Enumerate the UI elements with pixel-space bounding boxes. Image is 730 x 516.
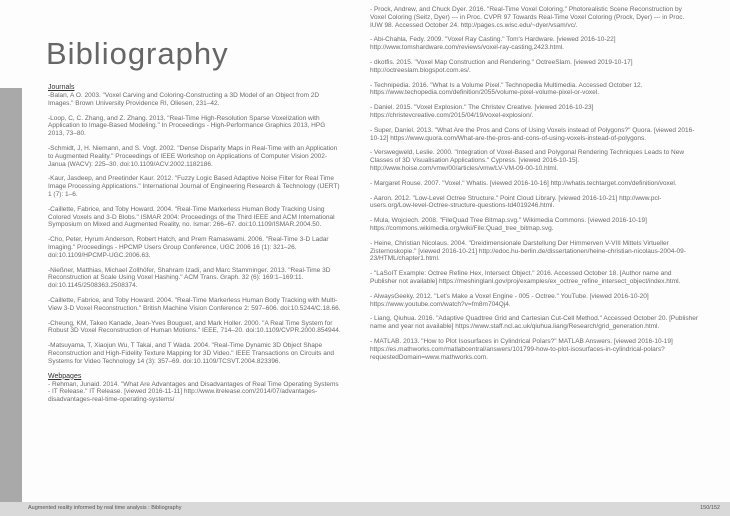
reference-entry: - "LaSoIT Example: Octree Refine Hex, Intersect Object." 2016. Accessed October 18. [Author name and Publisher not available] https://meshinglanl.gov/proj/examples/ex_octree_refine_intersect_object/index.html. — [370, 270, 681, 285]
reference-entry: - Rehman, Junaid. 2014. "What Are Advantages and Disadvantages of Real Time Operating Systems - IT Release." IT Release. [viewed 2016-11-11] http://www.itrelease.com/2014/07/advantages-disadvantages-real-time-operating-systems/ — [48, 380, 339, 404]
page-number: 150/152 — [700, 505, 720, 511]
reference-entry: -Loop, C, C. Zhang, and Z. Zhang. 2013. "Real-Time High-Resolution Sparse Voxelization with Application to Image-Based Modeling." In Proceedings - High-Performance Graphics 2013, HPG 2013, 73–80. — [48, 114, 326, 138]
reference-entry: - Technipedia. 2016. "What Is a Volume Pixel." Technopedia Multimedia. Accessed October 12. https://www.techopedia.com/definition/2055/volume-pixel-volume-pixel-or-voxel. — [370, 81, 643, 97]
reference-entry: -Balan, A O. 2003. "Voxel Carving and Coloring-Constructing a 3D Model of an Object from 2D Images." Brown University Providence RI, Oliesen, 231–42. — [48, 92, 320, 107]
reference-entry: - Margaret Rouse. 2007. "Voxel." Whatis. [viewed 2016-10-16] http://whatis.techtarget.com/definition/voxel. — [370, 179, 677, 187]
webpages-heading: Webpages — [48, 372, 82, 380]
reference-entry: - AlwaysGeeky. 2012. "Let's Make a Voxel Engine - 005 - Octree." YouTube. [viewed 2016-10-20] https://www.youtube.com/watch?v=fm8m704Qj4. — [370, 292, 649, 308]
reference-entry: - Aaron. 2012. "Low-Level Octree Structure." Point Cloud Library. [viewed 2016-10-21] http://www.pcl-users.org/Low-level-Octree-structure-questions-td4019246.html. — [370, 194, 662, 210]
journals-heading: Journals — [48, 84, 75, 91]
reference-entry: -Caillette, Fabrice, and Toby Howard. 2004. "Real-Time Markerless Human Body Tracking Using Colored Voxels and 3-D Blobs." ISMAR 2004: Proceedings of the Third IEEE and ACM International Symposium on Mixed and Augmented Reality, no. Ismar: 266–67. doi:10.1109/ISMAR.2004.50. — [48, 205, 335, 229]
reference-entry: - Mula, Wojciech. 2008. "FileQuad Tree Bitmap.svg." Wikimedia Commons. [viewed 2016-10-19] https://commons.wikimedia.org/wiki/File:Quad_tree_bitmap.svg. — [370, 217, 647, 232]
reference-entry: - Daniel. 2015. "Voxel Explosion." The Christev Creative. [viewed 2016-10-23] https://christevcreative.com/2015/04/19/voxel-explosion/. — [370, 104, 594, 119]
page-footer — [0, 502, 730, 516]
right-column — [370, 6, 698, 368]
reference-entry: -Cheung, KM, Takeo Kanade, Jean-Yves Bouguet, and Mark Holler. 2000. "A Real Time System for Robust 3D Voxel Reconstruction of Human Motions." IEEE, 714–20. doi:10.1109/CVPR.2000.854944. — [48, 319, 341, 335]
reference-entry: - Heine, Christian Nicolaus. 2004. "Dreidimensionale Darstellung Der Himmerven V-VIII Mittels Virtueller Zisternoskopie." [viewed 2016-10-21] http://edoc.hu-berlin.de/dissertationen/heine-christian-nicolaus-2004-09-23/HTML/chapter1.html. — [370, 239, 686, 263]
side-accent-bar — [0, 88, 22, 502]
reference-entry: - Abi-Chahla, Fedy. 2009. "Voxel Ray Casting." Tom's Hardware. [viewed 2016-10-22] http://www.tomshardware.com/reviews/voxel-ray-casting,2423.html. — [370, 36, 616, 52]
reference-entry: -Nießner, Matthias, Michael Zollhöfer, Shahram Izadi, and Marc Stamminger. 2013. "Real-Time 3D Reconstruction at Scale Using Voxel Hashing." ACM Trans. Graph. 32 (6): 169:1–169:11. doi:10.1145/2508363.2508374. — [48, 266, 331, 290]
left-column — [48, 84, 342, 411]
reference-entry: - Liang, Qiuhua. 2016. "Adaptive Quadtree Grid and Cartesian Cut-Cell Method." Accessed October 20. [Publisher name and year not available] https://www.staff.ncl.ac.uk/qiuhua.liang/Research/grid_generation.html. — [370, 315, 698, 331]
reference-entry: - Verswegweld, Leslie. 2000. "Integration of Voxel-Based and Polygonal Rendering Techniques Leads to New Classes of 3D Visualisation Applications." Cypress. [viewed 2016-10-15]. http://www.hoise.com/vmw/00/articles/vmw/LV-VM-09-00-10.html. — [370, 149, 685, 172]
reference-entry: - dkotfis. 2015. "Voxel Map Construction and Rendering." OctreeSlam. [viewed 2019-10-17] http://octreeslam.blogspot.com.es/. — [370, 58, 633, 74]
reference-entry: - MATLAB. 2013. "How to Plot Isosurfaces in Cylindrical Polars?" MATLAB Answers. [viewed 2016-10-19] https://es.mathworks.com/matlabcentral/answers/101799-how-to-plot-isosurfaces-in-cylindrical-polars?requestedDomain=www.mathworks.com. — [370, 337, 673, 361]
reference-entry: -Caillette, Fabrice, and Toby Howard. 2004. "Real-Time Markerless Human Body Tracking with Multi-View 3-D Voxel Reconstruction." British Machine Vision Conference 2: 597–606. doi:10.5244/C.18.66. — [48, 296, 341, 312]
page-title: Bibliography — [46, 36, 229, 71]
reference-entry: -Cho, Peter, Hyrum Anderson, Robert Hatch, and Prem Ramaswami. 2006. "Real-Time 3-D Ladar Imaging." Proceedings - HPCMP Users Group Conference, UGC 2006 16 (1): 321–26. doi:10.1109/HPCMP-UGC.2006.63. — [48, 236, 329, 259]
reference-entry: - Super, Daniel. 2013. "What Are the Pros and Cons of Using Voxels instead of Polygons?" Quora. [viewed 2016-10-12] https://www.quora.com/What-are-the-pros-and-cons-of-using-voxels-instead-of-polygons. — [370, 126, 695, 142]
footer-text: Augmented reality informed by real time analysis : Bibliography — [28, 505, 182, 511]
reference-entry: - Prock, Andrew, and Chuck Dyer. 2016. "Real-Time Voxel Coloring." Photorealistic Scene Reconstruction by Voxel Coloring (Seitz, Dyer) --- in Proc. CVPR 97 Towards Real-Time Voxel Coloring (Prock, Dyer) --- in Proc. IUW 98. Accessed October 24. http://pages.cs.wisc.edu/~dyer/vsam/vc/. — [370, 6, 685, 29]
reference-entry: -Kaur, Jasdeep, and Preetinder Kaur. 2012. "Fuzzy Logic Based Adaptive Noise Filter for Real Time Image Processing Applications." International Journal of Engineering Research & Technology (IJERT) 1 (7): 1–6. — [48, 175, 340, 198]
reference-entry: -Schmidt, J, H. Niemann, and S. Vogt. 2002. "Dense Disparity Maps in Real-Time with an Application to Augmented Reality." Proceedings of IEEE Workshop on Applications of Computer Vision 2002-Janua (WACV): 225–30. doi:10.1109/ACV.2002.1182186. — [48, 144, 338, 168]
reference-entry: -Matsuyama, T, Xiaojun Wu, T Takai, and T Wada. 2004. "Real-Time Dynamic 3D Object Shape Reconstruction and High-Fidelity Texture Mapping for 3D Video." IEEE Transactions on Circuits and Systems for Video Technology 14 (3): 357–69. doi:10.1109/TCSVT.2004.823396. — [48, 342, 335, 365]
